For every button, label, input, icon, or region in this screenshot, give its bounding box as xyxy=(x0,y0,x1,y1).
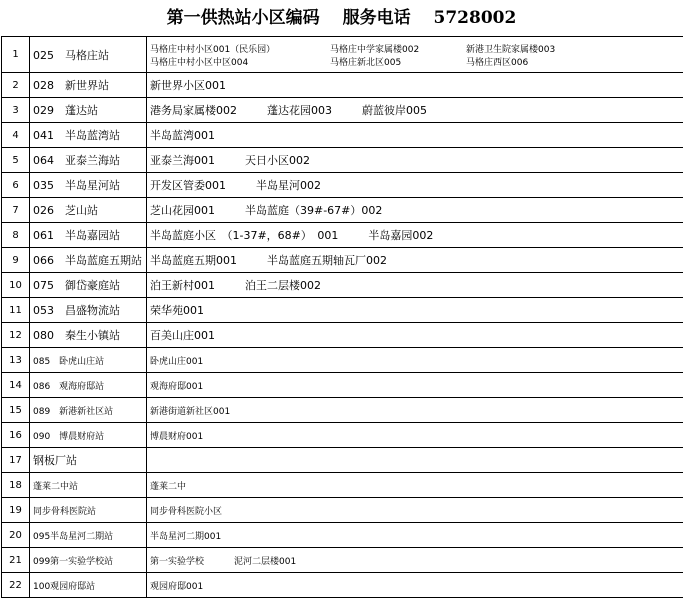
area-code: 百美山庄001 xyxy=(150,329,215,342)
table-row xyxy=(2,398,683,423)
station-name: 同步骨科医院站 xyxy=(30,498,147,523)
station-name: 041 半岛蓝湾站 xyxy=(30,123,147,148)
row-number: 5 xyxy=(2,148,30,173)
area-codes xyxy=(147,548,683,573)
area-codes xyxy=(147,423,683,448)
area-codes xyxy=(147,398,683,423)
area-codes xyxy=(147,498,683,523)
row-number: 3 xyxy=(2,98,30,123)
table-row xyxy=(2,323,683,348)
area-code: 半岛星河002 xyxy=(256,179,321,192)
area-codes xyxy=(147,123,683,148)
area-codes xyxy=(147,223,683,248)
area-code: 荣华苑001 xyxy=(150,304,204,317)
table-row xyxy=(2,573,683,598)
area-codes xyxy=(147,523,683,548)
row-number: 10 xyxy=(2,273,30,298)
table-row xyxy=(2,523,683,548)
area-codes xyxy=(147,473,683,498)
row-number: 13 xyxy=(2,348,30,373)
table-row xyxy=(2,223,683,248)
table-row xyxy=(2,298,683,323)
area-codes xyxy=(147,448,683,473)
area-code: 泊王二层楼002 xyxy=(245,279,321,292)
station-name: 064 亚泰兰海站 xyxy=(30,148,147,173)
area-codes xyxy=(147,248,683,273)
station-name: 026 芝山站 xyxy=(30,198,147,223)
area-codes xyxy=(147,148,683,173)
area-codes xyxy=(147,373,683,398)
row-number: 15 xyxy=(2,398,30,423)
area-code: 天日小区002 xyxy=(245,154,310,167)
area-code: 第一实验学校 xyxy=(150,556,205,567)
row-number: 7 xyxy=(2,198,30,223)
table-row xyxy=(2,448,683,473)
table-row xyxy=(2,123,683,148)
station-name: 085 卧虎山庄站 xyxy=(30,348,147,373)
area-code: 半岛嘉园002 xyxy=(368,229,434,242)
row-number: 18 xyxy=(2,473,30,498)
row-number: 6 xyxy=(2,173,30,198)
area-codes xyxy=(147,323,683,348)
area-code: 新港街道新社区001 xyxy=(150,406,231,417)
area-code: 观园府邸001 xyxy=(150,581,204,592)
area-code: 半岛蓝庭小区 （1-37#，68#） 001 xyxy=(150,229,339,242)
area-code: 半岛蓝庭（39#-67#）002 xyxy=(245,204,383,217)
station-name: 099第一实验学校站 xyxy=(30,548,147,573)
area-code: 新港卫生院家属楼003 xyxy=(466,44,556,55)
table-row xyxy=(2,73,683,98)
service-phone: 5728002 xyxy=(433,8,517,28)
area-code: 蔚蓝彼岸005 xyxy=(362,104,427,117)
station-name: 钢板厂站 xyxy=(30,448,147,473)
station-name: 100观园府邸站 xyxy=(30,573,147,598)
row-number: 8 xyxy=(2,223,30,248)
area-code: 泊王新村001 xyxy=(150,279,215,292)
station-name: 080 秦生小镇站 xyxy=(30,323,147,348)
row-number: 17 xyxy=(2,448,30,473)
table-row xyxy=(2,148,683,173)
area-code: 新世界小区001 xyxy=(150,79,226,92)
area-codes xyxy=(147,37,683,73)
area-code: 亚泰兰海001 xyxy=(150,154,215,167)
area-code: 港务局家属楼002 xyxy=(150,104,237,117)
table-row xyxy=(2,423,683,448)
row-number: 11 xyxy=(2,298,30,323)
row-number: 12 xyxy=(2,323,30,348)
station-name: 025 马格庄站 xyxy=(30,37,147,73)
area-code: 马格庄西区006 xyxy=(466,57,529,68)
table-row xyxy=(2,473,683,498)
area-code: 泥河二层楼001 xyxy=(234,556,297,567)
table-row xyxy=(2,198,683,223)
service-label: 服务电话 xyxy=(342,8,411,28)
area-codes xyxy=(147,73,683,98)
table-row xyxy=(2,273,683,298)
row-number: 22 xyxy=(2,573,30,598)
area-codes xyxy=(147,348,683,373)
area-code: 卧虎山庄001 xyxy=(150,356,204,367)
area-codes xyxy=(147,298,683,323)
area-codes xyxy=(147,573,683,598)
row-number: 4 xyxy=(2,123,30,148)
row-number: 14 xyxy=(2,373,30,398)
area-code: 马格庄中村小区001（民乐园） xyxy=(150,44,276,55)
table-row xyxy=(2,248,683,273)
table-row xyxy=(2,37,683,73)
table-row xyxy=(2,348,683,373)
area-code: 马格庄中村小区中区004 xyxy=(150,57,249,68)
area-code: 马格庄新北区005 xyxy=(330,57,402,68)
area-code: 蓬莱二中 xyxy=(150,481,187,492)
area-code: 半岛蓝庭五期轴瓦厂002 xyxy=(267,254,387,267)
table-row xyxy=(2,98,683,123)
area-code: 半岛星河二期001 xyxy=(150,531,222,542)
table-row xyxy=(2,498,683,523)
row-number: 21 xyxy=(2,548,30,573)
page-title xyxy=(0,0,683,36)
table-row xyxy=(2,173,683,198)
area-code: 马格庄中学家属楼002 xyxy=(330,44,420,55)
row-number: 16 xyxy=(2,423,30,448)
area-codes xyxy=(147,98,683,123)
row-number: 1 xyxy=(2,37,30,73)
station-name: 035 半岛星河站 xyxy=(30,173,147,198)
title-text: 第一供热站小区编码 xyxy=(166,8,320,28)
row-number: 19 xyxy=(2,498,30,523)
station-name: 089 新港新社区站 xyxy=(30,398,147,423)
area-code: 半岛蓝庭五期001 xyxy=(150,254,237,267)
station-name: 028 新世界站 xyxy=(30,73,147,98)
area-code: 观海府邸001 xyxy=(150,381,204,392)
station-name: 053 昌盛物流站 xyxy=(30,298,147,323)
row-number: 9 xyxy=(2,248,30,273)
table-row xyxy=(2,548,683,573)
station-name: 蓬莱二中站 xyxy=(30,473,147,498)
area-code: 同步骨科医院小区 xyxy=(150,506,223,517)
area-code: 芝山花园001 xyxy=(150,204,215,217)
area-codes xyxy=(147,273,683,298)
area-code: 开发区管委001 xyxy=(150,179,226,192)
station-name: 095半岛星河二期站 xyxy=(30,523,147,548)
area-code: 半岛蓝湾001 xyxy=(150,129,215,142)
station-name: 066 半岛蓝庭五期站 xyxy=(30,248,147,273)
table-row xyxy=(2,373,683,398)
row-number: 2 xyxy=(2,73,30,98)
area-code: 博晨财府001 xyxy=(150,431,204,442)
station-name: 029 蓬达站 xyxy=(30,98,147,123)
area-code: 蓬达花园003 xyxy=(267,104,332,117)
station-name: 086 观海府邸站 xyxy=(30,373,147,398)
station-code-table xyxy=(1,36,683,598)
station-name: 075 御岱豪庭站 xyxy=(30,273,147,298)
row-number: 20 xyxy=(2,523,30,548)
area-codes xyxy=(147,173,683,198)
station-name: 061 半岛嘉园站 xyxy=(30,223,147,248)
station-name: 090 博晨财府站 xyxy=(30,423,147,448)
area-codes xyxy=(147,198,683,223)
